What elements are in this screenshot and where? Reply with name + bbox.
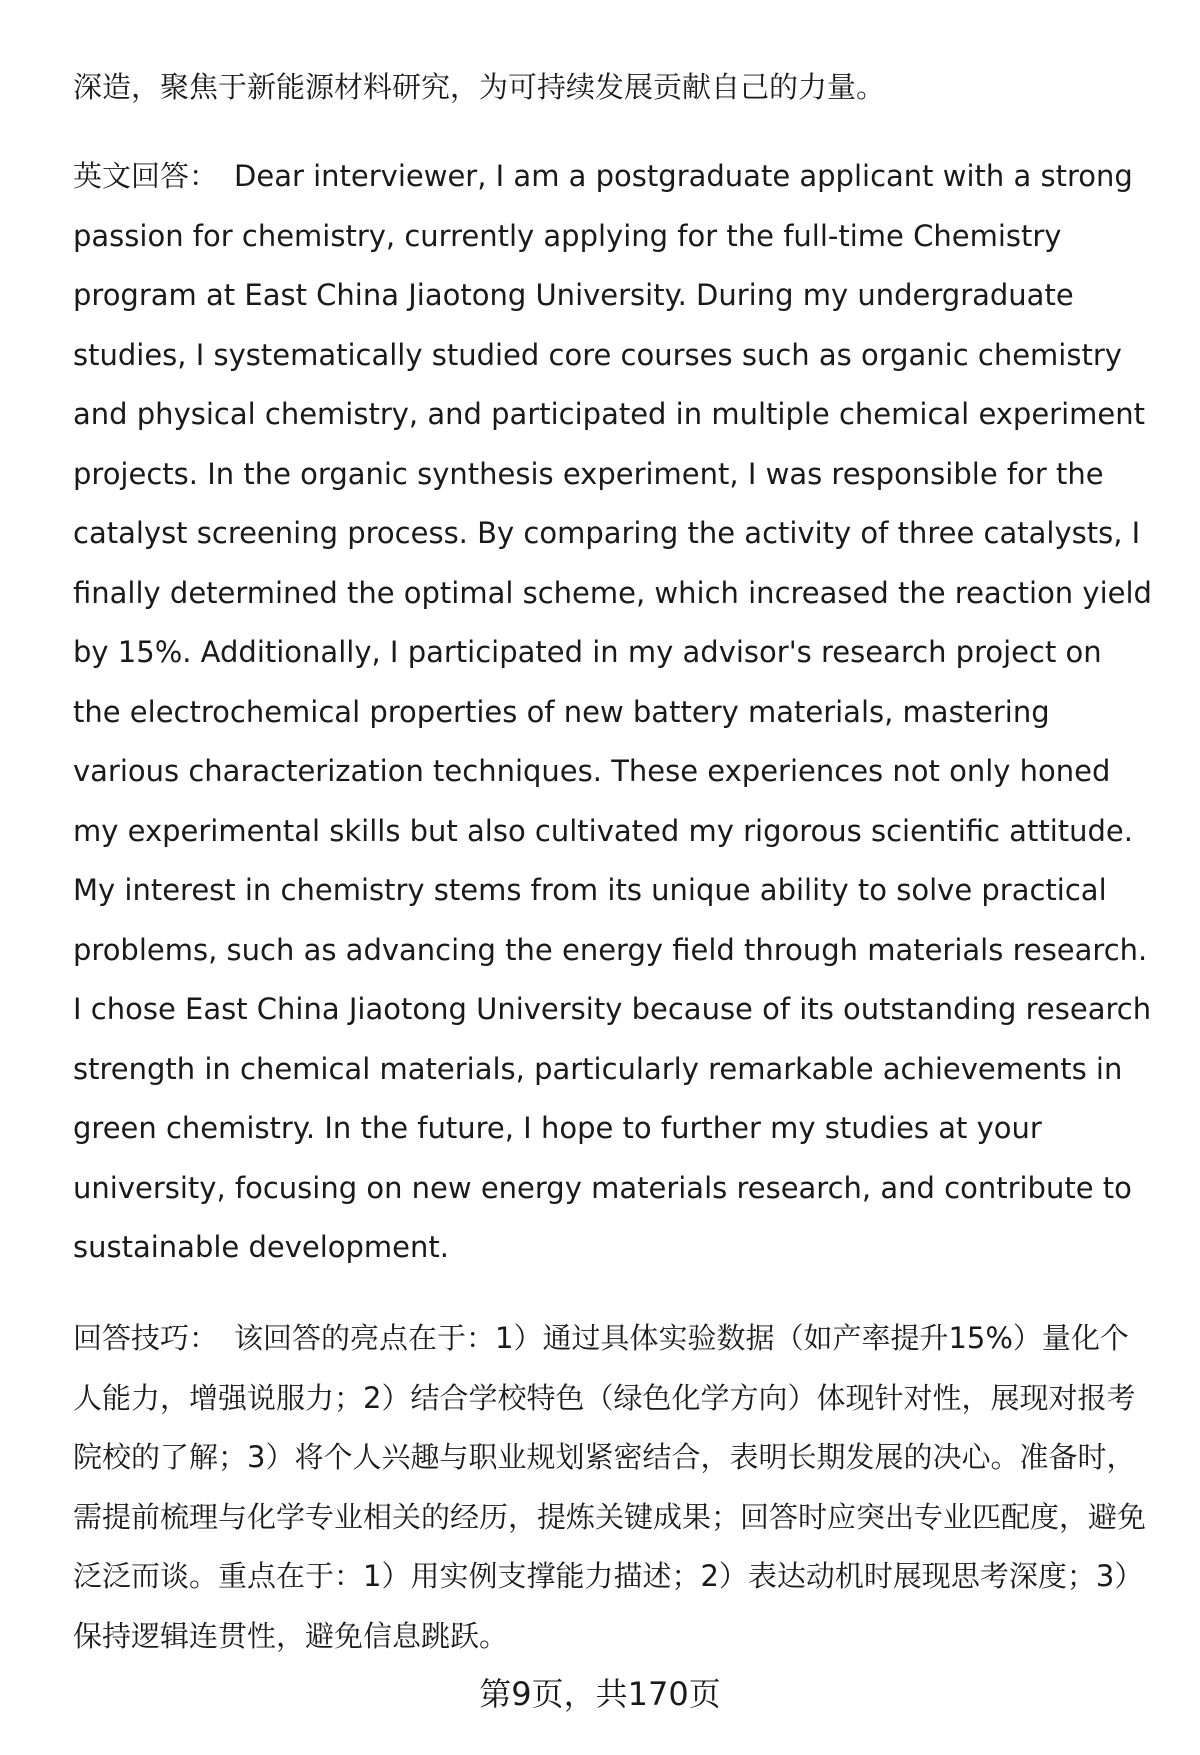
english-answer-text: Dear interviewer, I am a postgraduate applicant with a strong passion for chemistry, currently applying for the full-time Chemistry program at East China Jiaotong University. During my undergraduate studies, I systematically studied core courses such as organic chemistry and physical chemistry, and participated in multiple chemical experiment projects. In the organic synthesis experiment, I was responsible for the catalyst screening process. By comparing the activity of three catalysts, I finally determined the optimal scheme, which increased the reaction yield by 15%. Additionally, I participated in my advisor's research project on the electrochemical properties of new battery materials, mastering various characterization techniques. These experiences not only honed my experimental skills but also cultivated my rigorous scientific attitude. My interest in chemistry stems from its unique ability to solve practical problems, such as advancing the energy field through materials research. I chose East China Jiaotong University because of its outstanding research strength in chemical materials, particularly remarkable achievements in green chemistry. In the future, I hope to further my studies at your university, focusing on new energy materials research, and contribute to sustainable development.: [73, 159, 1152, 1264]
continuation-text: 深造，聚焦于新能源材料研究，为可持续发展贡献自己的力量。: [73, 70, 886, 104]
english-answer-label: 英文回答：: [73, 159, 219, 193]
answer-tips-text: 该回答的亮点在于：1）通过具体实验数据（如产率提升15%）量化个人能力，增强说服力；2）结合学校特色（绿色化学方向）体现针对性，展现对报考院校的了解；3）将个人兴趣与职业规划紧密结合，表明长期发展的决心。准备时，需提前梳理与化学专业相关的经历，提炼关键成果；回答时应突出专业匹配度，避免泛泛而谈。重点在于：1）用实例支撑能力描述；2）表达动机时展现思考深度；3）保持逻辑连贯性，避免信息跳跃。: [73, 1321, 1147, 1653]
answer-tips-paragraph: [73, 1309, 1153, 1666]
page-number: 第9页，共170页: [479, 1675, 721, 1713]
continuation-paragraph: [73, 58, 1153, 118]
answer-tips-label: 回答技巧：: [73, 1321, 219, 1355]
english-answer-paragraph: [73, 147, 1153, 1278]
